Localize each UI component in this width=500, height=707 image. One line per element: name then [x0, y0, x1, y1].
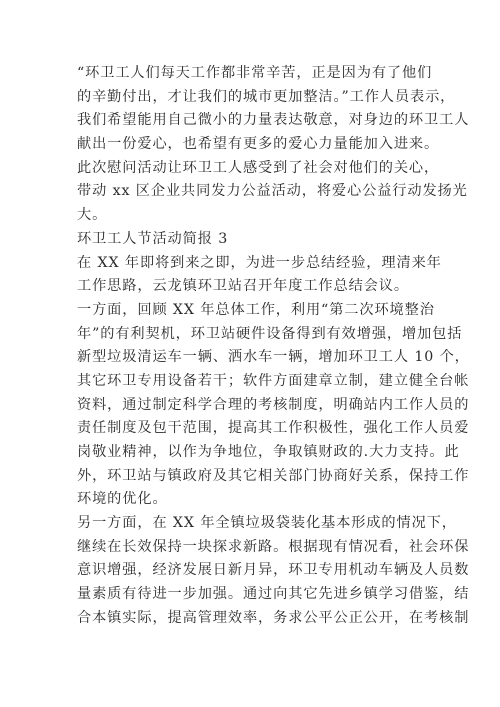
text-line: 的辛勤付出，才让我们的城市更加整洁。”工作人员表示， — [77, 88, 456, 105]
text-line: 意识增强，经济发展日新月异，环卫专用机动车辆及人员数 — [77, 562, 470, 579]
text-line: 年”的有利契机，环卫站硬件设备得到有效增强，增加包括 — [77, 325, 463, 342]
text-line: 责任制度及包干范围，提高其工作积极性，强化工作人员爱 — [77, 420, 470, 437]
text-line: 工作思路，云龙镇环卫站召开年度工作总结会议。 — [77, 278, 409, 295]
paragraph-4 — [77, 299, 470, 512]
text-line: 献出一份爱心，也希望有更多的爱心力量能加入进来。 — [77, 136, 440, 153]
text-line: 在 XX 年即将到来之即，为进一步总结经验，理清来年 — [77, 254, 442, 271]
text-line: 合本镇实际，提高管理效率，务求公平公正公开，在考核制 — [77, 609, 470, 626]
text-line: 岗敬业精神，以作为争地位，争取镇财政的.大力支持。此 — [77, 444, 460, 460]
section-heading — [77, 228, 442, 252]
text-line: “环卫工人们每天工作都非常辛苦，正是因为有了他们 — [77, 65, 433, 81]
text-line: 资料，通过制定科学合理的考核制度，明确站内工作人员的 — [77, 396, 470, 413]
text-line: 我们希望能用自己微小的力量表达敬意，对身边的环卫工人 — [77, 112, 470, 129]
text-line: 其它环卫专用设备若干；软件方面建章立制，建立健全台帐 — [77, 372, 470, 389]
paragraph-5 — [77, 512, 470, 630]
paragraph-1 — [77, 62, 470, 157]
text-line: 量素质有待进一步加强。通过向其它先进乡镇学习借鉴，结 — [77, 586, 470, 603]
text-line: 外，环卫站与镇政府及其它相关部门协商好关系，保持工作 — [77, 467, 470, 484]
text-line: 环境的优化。 — [77, 491, 168, 508]
text-line: 此次慰问活动让环卫工人感受到了社会对他们的关心， — [77, 159, 440, 176]
section-heading-text: 环卫工人节活动简报 3 — [77, 230, 229, 247]
text-line: 大。 — [77, 207, 108, 224]
text-line: 一方面，回顾 XX 年总体工作，利用“第二次环境整治 — [77, 301, 435, 318]
text-line: 带动 xx 区企业共同发力公益活动，将爱心公益行动发扬光 — [77, 183, 468, 200]
text-line: 继续在长效保持一块探求新路。根据现有情况看，社会环保 — [77, 538, 470, 555]
text-line: 另一方面，在 XX 年全镇垃圾袋装化基本形成的情况下， — [77, 515, 457, 532]
text-line: 新型垃圾清运车一辆、洒水车一辆，增加环卫工人 10 个， — [77, 349, 470, 366]
document-body — [77, 62, 470, 631]
paragraph-2 — [77, 157, 468, 228]
paragraph-3 — [77, 252, 442, 299]
